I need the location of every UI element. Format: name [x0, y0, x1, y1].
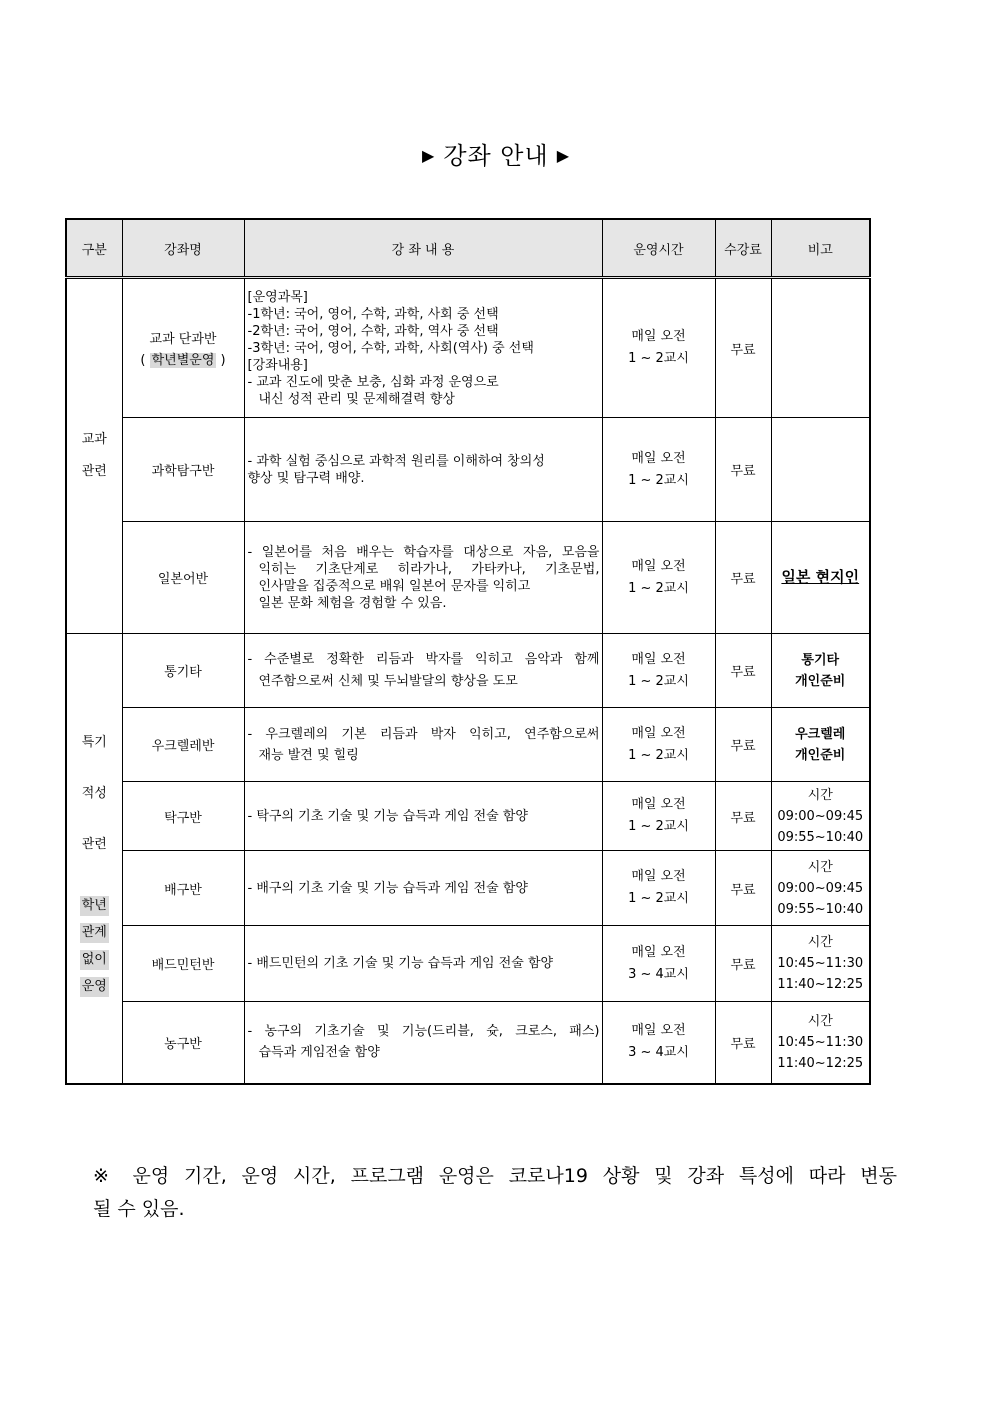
course-content: - 일본어를 처음 배우는 학습자를 대상으로 자음, 모음을 익히는 기초단계로 히라가나, 가타카나, 기초문법, 인사말을 집중적으로 배워 일본어 문자를 익히고 일본 문화 체험을 경험할 수 있음. [244, 522, 602, 634]
header-time: 운영시간 [602, 219, 715, 278]
table-row [66, 851, 870, 926]
table-row [66, 708, 870, 782]
course-time: 매일 오전 1 ~ 2교시 [602, 708, 715, 782]
course-note [771, 278, 870, 418]
course-fee: 무료 [715, 278, 771, 418]
category-academic: 교과 관련 [66, 278, 122, 634]
table-row [66, 522, 870, 634]
course-name: 우크렐레반 [122, 708, 244, 782]
course-fee: 무료 [715, 418, 771, 522]
course-fee: 무료 [715, 782, 771, 851]
course-fee: 무료 [715, 708, 771, 782]
table-row [66, 278, 870, 418]
course-content: - 농구의 기초기술 및 기능(드리블, 슛, 크로스, 패스) 습득과 게임전술 함양 [244, 1002, 602, 1084]
course-note [771, 418, 870, 522]
course-note: 통기타 개인준비 [771, 634, 870, 708]
course-time: 매일 오전 1 ~ 2교시 [602, 634, 715, 708]
course-time: 매일 오전 1 ~ 2교시 [602, 522, 715, 634]
course-content: [운영과목] -1학년: 국어, 영어, 수학, 과학, 사회 중 선택 -2학년: 국어, 영어, 수학, 과학, 역사 중 선택 -3학년: 국어, 영어, 수학, 과학, 사회(역사) 중 선택 [강좌내용] - 교과 진도에 맞춘 보충, 심화 과정 운영으로 내신 성적 관리 및 문제해결력 향상 [244, 278, 602, 418]
course-name: 일본어반 [122, 522, 244, 634]
course-time: 매일 오전 1 ~ 2교시 [602, 418, 715, 522]
course-name: 농구반 [122, 1002, 244, 1084]
course-note: 일본 현지인 [771, 522, 870, 634]
course-fee: 무료 [715, 851, 771, 926]
course-content: - 수준별로 정확한 리듬과 박자를 익히고 음악과 함께 연주함으로써 신체 및 두뇌발달의 향상을 도모 [244, 634, 602, 708]
table-row [66, 418, 870, 522]
course-fee: 무료 [715, 926, 771, 1002]
footer-note-continued: 될 수 있음. [93, 1198, 185, 1220]
course-time: 매일 오전 1 ~ 2교시 [602, 851, 715, 926]
course-note: 시간 10:45~11:30 11:40~12:25 [771, 926, 870, 1002]
course-content: - 우크렐레의 기본 리듬과 박자 익히고, 연주함으로써 재능 발견 및 힐링 [244, 708, 602, 782]
triangle-right-icon: ▶ [556, 146, 570, 165]
course-time: 매일 오전 3 ~ 4교시 [602, 1002, 715, 1084]
course-fee: 무료 [715, 522, 771, 634]
course-time: 매일 오전 3 ~ 4교시 [602, 926, 715, 1002]
footer-note: ※ 운영 기간, 운영 시간, 프로그램 운영은 코로나19 상황 및 강좌 특성에 따라 변동 [93, 1165, 897, 1187]
course-name: 탁구반 [122, 782, 244, 851]
course-content: - 과학 실험 중심으로 과학적 원리를 이해하여 창의성 향상 및 탐구력 배양. [244, 418, 602, 522]
header-name: 강좌명 [122, 219, 244, 278]
header-note: 비고 [771, 219, 870, 278]
course-fee: 무료 [715, 634, 771, 708]
header-content: 강 좌 내 용 [244, 219, 602, 278]
table-row [66, 782, 870, 851]
header-category: 구분 [66, 219, 122, 278]
course-content: - 탁구의 기초 기술 및 기능 습득과 게임 전술 함양 [244, 782, 602, 851]
course-time: 매일 오전 1 ~ 2교시 [602, 278, 715, 418]
table-row [66, 1002, 870, 1084]
course-fee: 무료 [715, 1002, 771, 1084]
table-row [66, 926, 870, 1002]
page-title [0, 136, 992, 171]
course-name: 배드민턴반 [122, 926, 244, 1002]
course-table [65, 218, 871, 1085]
course-name: 과학탐구반 [122, 418, 244, 522]
category-special: 특기 적성 관련 학년 관계 없이 운영 [66, 634, 122, 1084]
table-header-row [66, 219, 870, 278]
course-content: - 배구의 기초 기술 및 기능 습득과 게임 전술 함양 [244, 851, 602, 926]
header-fee: 수강료 [715, 219, 771, 278]
course-time: 매일 오전 1 ~ 2교시 [602, 782, 715, 851]
course-name: 교과 단과반 ( 학년별운영 ) [122, 278, 244, 418]
course-content: - 배드민턴의 기초 기술 및 기능 습득과 게임 전술 함양 [244, 926, 602, 1002]
course-note: 시간 09:00~09:45 09:55~10:40 [771, 851, 870, 926]
title-text: 강좌 안내 [443, 142, 549, 170]
table-row [66, 634, 870, 708]
course-note: 우크렐레 개인준비 [771, 708, 870, 782]
triangle-right-icon: ▶ [422, 146, 436, 165]
course-name: 통기타 [122, 634, 244, 708]
course-name: 배구반 [122, 851, 244, 926]
course-note: 시간 10:45~11:30 11:40~12:25 [771, 1002, 870, 1084]
course-note: 시간 09:00~09:45 09:55~10:40 [771, 782, 870, 851]
